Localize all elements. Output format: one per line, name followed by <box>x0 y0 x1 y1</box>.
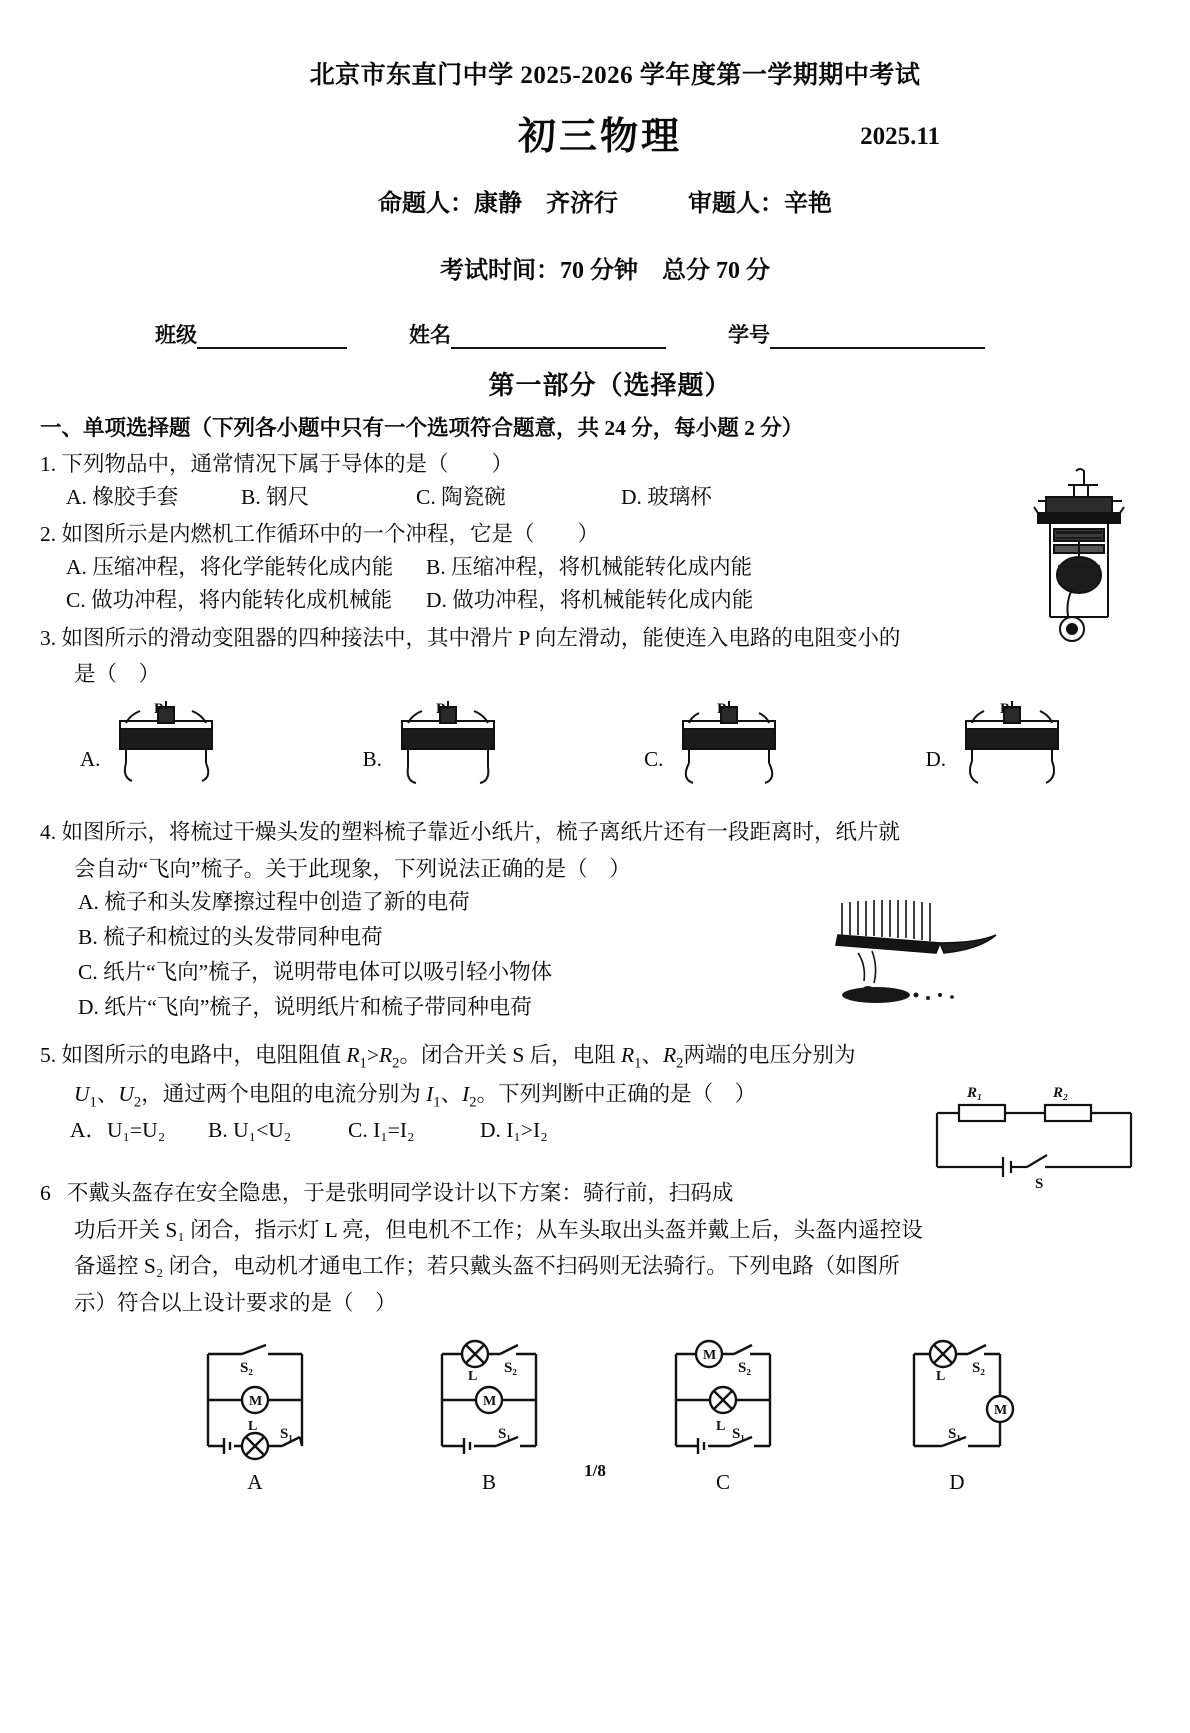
part-one-title: 第一部分（选择题） <box>488 371 732 400</box>
q5-i1-sub: 1 <box>433 1094 441 1111</box>
question-1-stem: 下列物品中，通常情况下属于导体的是（ ） <box>61 452 514 477</box>
q5-i2-sub: 2 <box>469 1094 477 1111</box>
q5-option-d[interactable]: D. I₁>I₂ <box>480 1117 548 1142</box>
q5-r1b-sym: R <box>621 1042 635 1067</box>
q5-sep2: 、 <box>96 1082 119 1107</box>
q5-sep1: 、 <box>641 1042 663 1067</box>
class-input-line[interactable] <box>197 331 347 349</box>
setter-label: 命题人： <box>378 191 474 217</box>
question-4-number: 4. <box>40 819 57 844</box>
setter-names: 康静 齐济行 <box>474 191 618 217</box>
questions-container <box>0 412 1190 1495</box>
svg-text:L: L <box>936 1368 946 1384</box>
svg-text:S: S <box>1035 1176 1044 1192</box>
exam-school-title: 北京市东直门中学 2025-2026 学年度第一学期期中考试 <box>309 62 921 89</box>
question-6-stem-line2: 功后开关 S₁ 闭合，指示灯 L 亮，但电机不工作；从车头取出头盔并戴上后，头盔内遥控设 <box>74 1217 923 1242</box>
q1-option-d[interactable]: D. 玻璃杯 <box>621 484 712 509</box>
svg-text:S₂: S₂ <box>972 1359 985 1376</box>
circuit-diagram-a-icon <box>190 1338 320 1468</box>
circuit-diagram-d-icon <box>892 1338 1022 1468</box>
q3-label-d: D. <box>925 746 946 771</box>
svg-text:S₁: S₁ <box>732 1425 745 1442</box>
question-3-stem-line2: 是（ ） <box>74 662 161 687</box>
svg-text:P: P <box>435 700 446 717</box>
rheostat-icon-a <box>106 701 226 798</box>
rheostat-icon-c <box>669 701 789 798</box>
svg-text:P: P <box>154 700 164 717</box>
subject-row <box>0 105 1190 167</box>
question-5-stem-part3: 两端的电压分别为 <box>683 1042 856 1067</box>
engine-cylinder-figure <box>1024 467 1134 652</box>
question-1 <box>40 448 1142 481</box>
student-no-label: 学号 <box>728 323 770 347</box>
q5-u1-sym: U <box>74 1082 90 1107</box>
question-3-stem-line2-wrap <box>40 658 1142 691</box>
svg-text:P: P <box>999 700 1010 717</box>
svg-text:S₁: S₁ <box>280 1425 293 1442</box>
series-circuit-figure <box>927 1075 1142 1195</box>
rheostat-icon-b <box>388 701 508 798</box>
question-4-stem-line2: 会自动“飞向”梳子。关于此现象，下列说法正确的是（ ） <box>74 856 631 881</box>
svg-text:S₁: S₁ <box>498 1425 511 1442</box>
q5-u2-sub: 2 <box>133 1094 142 1111</box>
question-4 <box>40 816 1142 849</box>
reviewer-label: 审题人： <box>688 191 784 217</box>
question-3-stem-line1: 如图所示的滑动变阻器的四种接法中，其中滑片 P 向左滑动，能使连入电路的电阻变小的 <box>61 625 901 650</box>
question-4-stem-line2-wrap <box>40 853 1142 886</box>
q5-u1-sub: 1 <box>89 1094 97 1111</box>
student-no-field[interactable] <box>728 319 985 349</box>
q3-label-b: B. <box>362 746 382 771</box>
question-2 <box>40 518 1142 551</box>
reviewer-name: 辛艳 <box>784 191 832 217</box>
exam-date: 2025.11 <box>860 123 940 150</box>
q1-option-a[interactable]: A. 橡胶手套 <box>66 484 179 509</box>
svg-text:R₂: R₂ <box>1053 1085 1069 1101</box>
q3-choice-b[interactable] <box>363 701 508 798</box>
q5-i1-sym: I <box>426 1082 434 1107</box>
question-3-figure-row <box>40 695 1142 798</box>
q5-u2-sym: U <box>118 1082 134 1107</box>
question-3-number: 3. <box>40 625 57 650</box>
class-field[interactable] <box>155 319 347 349</box>
q5-text2: ，通过两个电阻的电流分别为 <box>141 1082 427 1107</box>
question-2-options-row1 <box>40 551 1142 584</box>
q5-r1-sub: 1 <box>359 1054 367 1071</box>
svg-text:R₁: R₁ <box>967 1085 983 1101</box>
question-2-number: 2. <box>40 522 57 547</box>
q3-choice-c[interactable] <box>644 701 789 798</box>
q6-label-d: D <box>949 1469 965 1494</box>
q1-option-c[interactable]: C. 陶瓷碗 <box>416 484 506 509</box>
svg-text:L: L <box>248 1418 258 1434</box>
question-6-stem-line3-wrap <box>40 1250 1142 1283</box>
q2-option-a[interactable]: A. 压缩冲程，将化学能转化成内能 <box>66 554 394 579</box>
authors-line <box>0 183 1190 218</box>
q5-r1b-sub: 1 <box>634 1054 642 1071</box>
circuit-diagram-c-icon <box>658 1338 788 1468</box>
question-5-stem-part2: 。闭合开关 S 后，电阻 <box>399 1042 622 1067</box>
svg-text:S₁: S₁ <box>948 1425 961 1442</box>
q3-choice-a[interactable] <box>80 701 226 798</box>
class-label: 班级 <box>155 323 197 347</box>
question-1-options <box>40 481 1142 514</box>
svg-text:L: L <box>716 1418 726 1434</box>
q5-r2b-sym: R <box>663 1042 677 1067</box>
q5-text3: 。下列判断中正确的是（ ） <box>476 1082 757 1107</box>
name-input-line[interactable] <box>451 331 666 349</box>
q5-i2-sym: I <box>462 1082 470 1107</box>
q5-option-b[interactable]: B. U₁<U₂ <box>208 1117 292 1142</box>
question-6-number: 6 <box>40 1180 51 1205</box>
q5-r2b-sub: 2 <box>676 1054 684 1071</box>
q6-label-a: A <box>247 1469 263 1494</box>
q3-label-a: A. <box>80 746 101 771</box>
q5-option-c[interactable]: C. I₁=I₂ <box>348 1117 415 1142</box>
svg-text:M: M <box>703 1347 717 1363</box>
page-number: 1/8 <box>584 1461 606 1480</box>
q6-label-c: C <box>715 1469 730 1494</box>
q5-r2-sub: 2 <box>392 1054 400 1071</box>
q2-option-c[interactable]: C. 做功冲程，将内能转化成机械能 <box>66 588 393 613</box>
svg-text:S₂: S₂ <box>738 1359 751 1376</box>
q2-option-b[interactable]: B. 压缩冲程，将机械能转化成内能 <box>426 554 753 579</box>
question-1-number: 1. <box>40 452 57 477</box>
duration-line: 考试时间：70 分钟 总分 70 分 <box>440 258 770 284</box>
q6-label-b: B <box>481 1469 496 1494</box>
q4-option-d[interactable]: D. 纸片“飞向”梳子，说明纸片和梳子带同种电荷 <box>78 994 532 1019</box>
svg-text:M: M <box>994 1402 1008 1418</box>
comb-and-paper-figure <box>828 895 1008 1015</box>
q3-label-c: C. <box>644 746 664 771</box>
name-label: 姓名 <box>409 323 451 347</box>
circuit-diagram-b-icon <box>424 1338 554 1468</box>
q2-option-d[interactable]: D. 做功冲程，将机械能转化成内能 <box>426 588 754 613</box>
q4-option-a[interactable]: A. 梳子和头发摩擦过程中创造了新的电荷 <box>78 890 470 915</box>
question-5-number: 5. <box>40 1042 57 1067</box>
q1-option-b[interactable]: B. 钢尺 <box>241 484 310 509</box>
question-5-stem-part1: 如图所示的电路中，电阻阻值 <box>61 1042 347 1067</box>
section-intro: 一、单项选择题（下列各小题中只有一个选项符合题意，共 24 分，每小题 2 分） <box>40 416 804 440</box>
q5-r1-sym: R <box>346 1042 360 1067</box>
svg-text:M: M <box>483 1393 497 1409</box>
svg-text:S₂: S₂ <box>240 1359 253 1376</box>
question-3 <box>40 622 1142 655</box>
question-4-stem-line1: 如图所示，将梳过干燥头发的塑料梳子靠近小纸片，梳子离纸片还有一段距离时，纸片就 <box>61 819 901 844</box>
student-no-input-line[interactable] <box>770 331 985 349</box>
svg-text:P: P <box>717 700 727 717</box>
question-6-stem-line1: 不戴头盔存在安全隐患，于是张明同学设计以下方案：骑行前，扫码成 <box>66 1180 734 1205</box>
question-6-stem-line4-wrap <box>40 1287 1142 1320</box>
svg-text:S₂: S₂ <box>504 1359 517 1376</box>
svg-text:M: M <box>249 1393 263 1409</box>
question-2-stem: 如图所示是内燃机工作循环中的一个冲程，它是（ ） <box>61 522 600 547</box>
name-field[interactable] <box>409 319 666 349</box>
student-id-row <box>0 319 1190 349</box>
q4-option-b[interactable]: B. 梳子和梳过的头发带同种电荷 <box>78 925 383 950</box>
q5-r2-sym: R <box>378 1042 393 1067</box>
question-5 <box>40 1039 1142 1075</box>
question-6-stem-line3: 备遥控 S₂ 闭合，电动机才通电工作；若只戴头盔不扫码则无法骑行。下列电路（如图所 <box>74 1254 900 1279</box>
svg-text:L: L <box>468 1368 478 1384</box>
question-2-options-row2 <box>40 584 1142 617</box>
rheostat-icon-d <box>952 701 1072 798</box>
subject-title: 初三物理 <box>517 116 682 158</box>
q5-sep3: 、 <box>440 1082 463 1107</box>
q5-option-a[interactable]: A．U₁=U₂ <box>70 1117 166 1142</box>
question-6-stem-line4: 示）符合以上设计要求的是（ ） <box>74 1290 397 1315</box>
q4-option-c[interactable]: C. 纸片“飞向”梳子，说明带电体可以吸引轻小物体 <box>78 959 553 984</box>
exam-page <box>0 55 1190 1733</box>
question-6-stem-line2-wrap <box>40 1214 1142 1247</box>
q3-choice-d[interactable] <box>926 701 1072 798</box>
q5-gt: > <box>366 1042 379 1067</box>
